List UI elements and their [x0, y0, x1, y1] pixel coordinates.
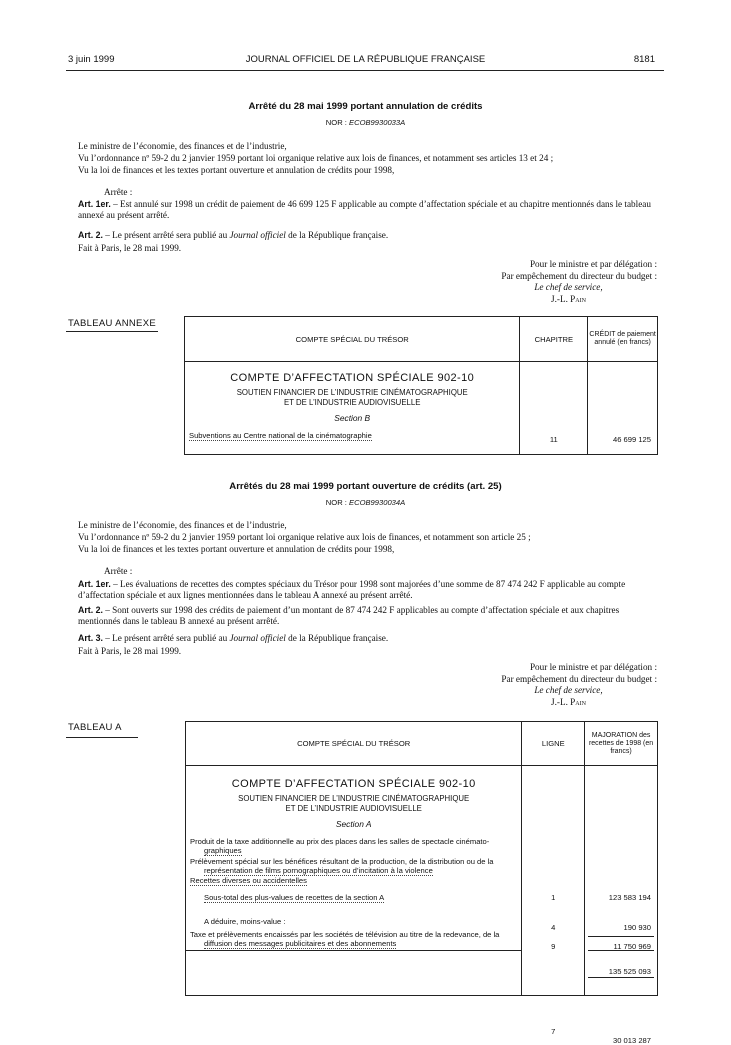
table-row: Taxe et prélèvements encaissés par les sociétés de télévision au titre de la redevance, de la diffusion des messages publicitaires et des abonnements [190, 930, 500, 949]
tableau-a-majoration-cell [585, 766, 658, 1045]
tableau-a-header [186, 722, 658, 766]
table-row: Produit de la taxe additionnelle au prix des places dans les salles de spectacle cinémato- graphiques [190, 837, 490, 856]
header-page-number: 8181 [633, 54, 655, 65]
annex-compte-title: COMPTE D’AFFECTATION SPÉCIALE 902-10 [230, 372, 475, 384]
annex-col-compte: COMPTE SPÉCIAL DU TRÉSOR [185, 317, 520, 362]
arrete2-article-1: Art. 1er. – Les évaluations de recettes des comptes spéciaux du Trésor pour 1998 sont majorées d’une somme de 87 474 242 F applicable au compte d’affectation spéciale et aux lignes mentionnées dans le tableau A annexé au présent arrêté. [78, 579, 626, 600]
arrete1-article-1: Art. 1er. – Est annulé sur 1998 un crédit de paiement de 46 699 125 F applicable au compte d’affectation spéciale et au chapitre mentionnés dans le tableau annexé au présent arrêté. [78, 199, 651, 220]
table-cell-montant: 46 699 125 [612, 435, 651, 444]
subtotal-row: Sous-total des plus-values de recettes de la section A [204, 893, 385, 903]
annex-section: Section B [334, 413, 371, 423]
signature-name: J.-L. Pain [551, 696, 586, 707]
table-cell-ligne: 4 [551, 923, 556, 933]
annex-chapitre-cell [520, 362, 588, 455]
tableau-a-body [186, 766, 658, 996]
tableau-a-compte-title: COMPTE D’AFFECTATION SPÉCIALE 902-10 [231, 778, 476, 790]
subtotal-bottom-rule [588, 950, 654, 951]
arrete1-title: Arrêté du 28 mai 1999 portant annulation de crédits [248, 101, 483, 112]
arrete1-visa-ordonnance: Vu l’ordonnance nº 59-2 du 2 janvier 1959 portant loi organique relative aux lois de finances, et notamment ses articles 13 et 24 ; [78, 153, 554, 163]
tableau-a-col-compte: COMPTE SPÉCIAL DU TRÉSOR [186, 722, 522, 766]
tableau-a-ligne-cell [522, 766, 585, 1036]
arrete2-article-2: Art. 2. – Sont ouverts sur 1998 des crédits de paiement d’un montant de 87 474 242 F applicables au compte d’affectation spéciale et aux chapitres mentionnés dans le tableau B annexé au présent arrêté. [78, 605, 620, 626]
arrete1-visa-minister: Le ministre de l’économie, des finances et de l’industrie, [78, 141, 287, 151]
header-date: 3 juin 1999 [68, 54, 115, 65]
arrete2-fait: Fait à Paris, le 28 mai 1999. [78, 646, 182, 656]
annex-col-credit: CRÉDIT de paiement annulé (en francs) [588, 317, 658, 362]
table-cell-ligne: 9 [551, 941, 556, 951]
arrete2-visa-minister: Le ministre de l’économie, des finances et de l’industrie, [78, 520, 287, 530]
arrete2-nor: NOR : ECOB9930034A [325, 498, 406, 507]
signature-line-3: Le chef de service, [534, 685, 603, 695]
annex-compte-subtitle: SOUTIEN FINANCIER DE L’INDUSTRIE CINÉMATOGRAPHIQUE ET DE L’INDUSTRIE AUDIOVISUELLE [236, 388, 468, 407]
deduire-rule [588, 977, 654, 978]
signature-line-2: Par empêchement du directeur du budget : [501, 673, 657, 684]
annex-label: TABLEAU ANNEXE [68, 318, 156, 329]
arrete1-arrete: Arrête : [104, 187, 133, 197]
table-row: Subventions au Centre national de la cinématographie [189, 431, 372, 440]
header-journal-title: JOURNAL OFFICIEL DE LA RÉPUBLIQUE FRANÇAISE [245, 54, 486, 65]
arrete1-article-2: Art. 2. – Le présent arrêté sera publié au Journal officiel de la République française. [78, 230, 389, 240]
annex-table-header [185, 317, 658, 362]
table-cell-montant: 11 750 969 [613, 941, 651, 951]
annex-credit-cell [588, 362, 658, 455]
header-rule [66, 70, 664, 71]
arrete1-nor: NOR : ECOB9930033A [325, 118, 406, 127]
arrete1-signature [400, 259, 657, 305]
tableau-a-label: TABLEAU A [68, 722, 122, 733]
arrete1-fait: Fait à Paris, le 28 mai 1999. [78, 243, 182, 253]
arrete1-visa-loi: Vu la loi de finances et les textes portant ouverture et annulation de crédits pour 1998, [78, 165, 395, 175]
signature-name: J.-L. Pain [551, 293, 586, 304]
arrete2-article-3: Art. 3. – Le présent arrêté sera publié au Journal officiel de la République française. [78, 633, 389, 643]
table-cell-ligne: 1 [551, 893, 556, 902]
arrete2-visa-loi: Vu la loi de finances et les textes portant ouverture et annulation de crédits pour 1998, [78, 544, 395, 554]
annex-table-body [185, 362, 658, 455]
arrete2-signature [400, 662, 657, 708]
table-cell-chapitre: 11 [549, 435, 558, 444]
table-cell-montant: 123 583 194 [608, 893, 651, 902]
arrete2-title: Arrêtés du 28 mai 1999 portant ouverture de crédits (art. 25) [229, 481, 502, 492]
arrete2-arrete: Arrête : [104, 566, 133, 576]
tableau-a-label-rule [66, 737, 138, 738]
annex-label-rule [66, 331, 158, 332]
table-row: Recettes diverses ou accidentelles [190, 876, 307, 886]
tableau-a-section: Section A [335, 819, 372, 829]
subtotal-rule [186, 950, 521, 951]
subtotal-top-rule [588, 936, 654, 937]
table-row: Prélèvement spécial sur les bénéfices résultant de la production, de la distribution ou de la représentation de films pornographiques ou d’incitation à la violence [190, 856, 494, 875]
table-cell-ligne: 7 [551, 1026, 556, 1036]
table-cell-montant: 190 930 [623, 923, 651, 933]
tableau-a-col-ligne: LIGNE [522, 722, 585, 766]
table-cell-montant: 30 013 287 [612, 1036, 651, 1045]
subtotal-montant: 135 525 093 [608, 966, 651, 976]
signature-line-3: Le chef de service, [534, 282, 603, 292]
annex-compte-cell [185, 362, 520, 455]
tableau-a-table [185, 721, 658, 1045]
signature-line-1: Pour le ministre et par délégation : [529, 662, 657, 672]
tableau-a-compte-subtitle: SOUTIEN FINANCIER DE L’INDUSTRIE CINÉMATOGRAPHIQUE ET DE L’INDUSTRIE AUDIOVISUELLE [238, 794, 470, 813]
annex-col-chapitre: CHAPITRE [520, 317, 588, 362]
tableau-a-compte-cell [186, 766, 522, 996]
arrete2-visa-ordonnance: Vu l’ordonnance nº 59-2 du 2 janvier 1959 portant loi organique relative aux lois de finances, et notamment son article 25 ; [78, 532, 531, 542]
annex-table [184, 316, 658, 455]
signature-line-1: Pour le ministre et par délégation : [529, 259, 657, 269]
signature-line-2: Par empêchement du directeur du budget : [501, 270, 657, 281]
deduire-label: A déduire, moins-value : [204, 916, 286, 926]
tableau-a-col-majoration: MAJORATION des recettes de 1998 (en francs) [585, 722, 658, 766]
